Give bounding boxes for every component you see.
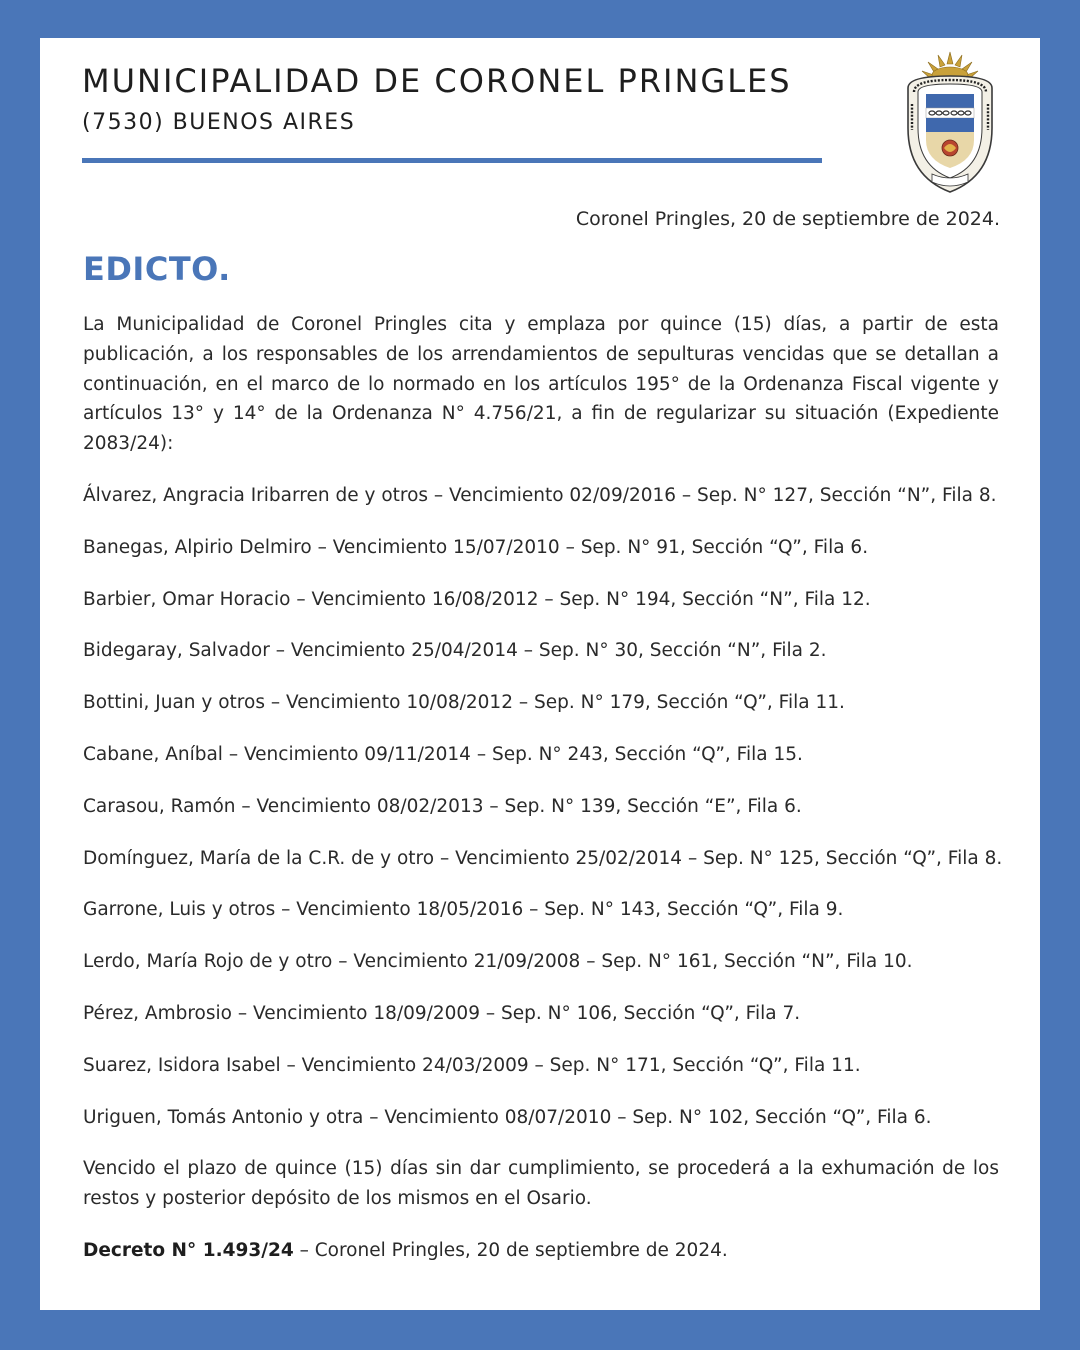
municipality-title: MUNICIPALIDAD DE CORONEL PRINGLES (82, 62, 792, 100)
list-item: Lerdo, María Rojo de y otro – Vencimiento 21/09/2008 – Sep. N° 161, Sección “N”, Fila 10. (83, 951, 913, 973)
list-item: Domínguez, María de la C.R. de y otro – Vencimiento 25/02/2014 – Sep. N° 125, Sección “Q”, Fila 8. (83, 847, 1003, 869)
list-item: Álvarez, Angracia Iribarren de y otros – Vencimiento 02/09/2016 – Sep. N° 127, Sección “N”, Fila 8. (83, 484, 997, 506)
list-item: Carasou, Ramón – Vencimiento 08/02/2013 – Sep. N° 139, Sección “E”, Fila 6. (83, 795, 802, 817)
header-divider (82, 158, 822, 163)
list-item: Cabane, Aníbal – Vencimiento 09/11/2014 – Sep. N° 243, Sección “Q”, Fila 15. (83, 743, 803, 765)
decree-number: Decreto N° 1.493/24 (83, 1239, 294, 1261)
decree-date: – Coronel Pringles, 20 de septiembre de 2024. (293, 1239, 728, 1261)
municipality-subtitle: (7530) BUENOS AIRES (82, 110, 356, 135)
list-item: Bidegaray, Salvador – Vencimiento 25/04/2014 – Sep. N° 30, Sección “N”, Fila 2. (83, 640, 827, 662)
list-item: Garrone, Luis y otros – Vencimiento 18/05/2016 – Sep. N° 143, Sección “Q”, Fila 9. (83, 899, 844, 921)
list-item: Bottini, Juan y otros – Vencimiento 10/08/2012 – Sep. N° 179, Sección “Q”, Fila 11. (83, 692, 845, 714)
list-item: Suarez, Isidora Isabel – Vencimiento 24/03/2009 – Sep. N° 171, Sección “Q”, Fila 11. (83, 1054, 861, 1076)
edict-closing: Vencido el plazo de quince (15) días sin dar cumplimiento, se procederá a la exhumación de los restos y posterior depósito de los mismos en el Osario. (83, 1158, 999, 1210)
list-item: Barbier, Omar Horacio – Vencimiento 16/08/2012 – Sep. N° 194, Sección “N”, Fila 12. (83, 588, 871, 610)
edict-intro: La Municipalidad de Coronel Pringles cita y emplaza por quince (15) días, a partir de esta publicación, a los responsables de los arrendamientos de sepulturas vencidas que se detallan a continuación, en el marco de lo normado en los artículos 195° de la Ordenanza Fiscal vigente y artículos 13° y 14° de la Ordenanza N° 4.756/21, a fin de regularizar su situación (Expediente 2083/24): (83, 314, 999, 455)
list-item: Pérez, Ambrosio – Vencimiento 18/09/2009 – Sep. N° 106, Sección “Q”, Fila 7. (83, 1002, 801, 1024)
document-date: Coronel Pringles, 20 de septiembre de 2024. (575, 208, 1000, 230)
list-item: Banegas, Alpirio Delmiro – Vencimiento 15/07/2010 – Sep. N° 91, Sección “Q”, Fila 6. (83, 536, 869, 558)
edict-body (83, 310, 1003, 1266)
list-item: Uriguen, Tomás Antonio y otra – Vencimiento 08/07/2010 – Sep. N° 102, Sección “Q”, Fila 6. (83, 1106, 932, 1128)
decree-line (83, 1236, 999, 1266)
burial-list (83, 481, 1003, 1132)
municipal-seal-icon (898, 48, 1002, 198)
edict-heading: EDICTO. (83, 250, 231, 288)
document-page (40, 38, 1040, 1310)
